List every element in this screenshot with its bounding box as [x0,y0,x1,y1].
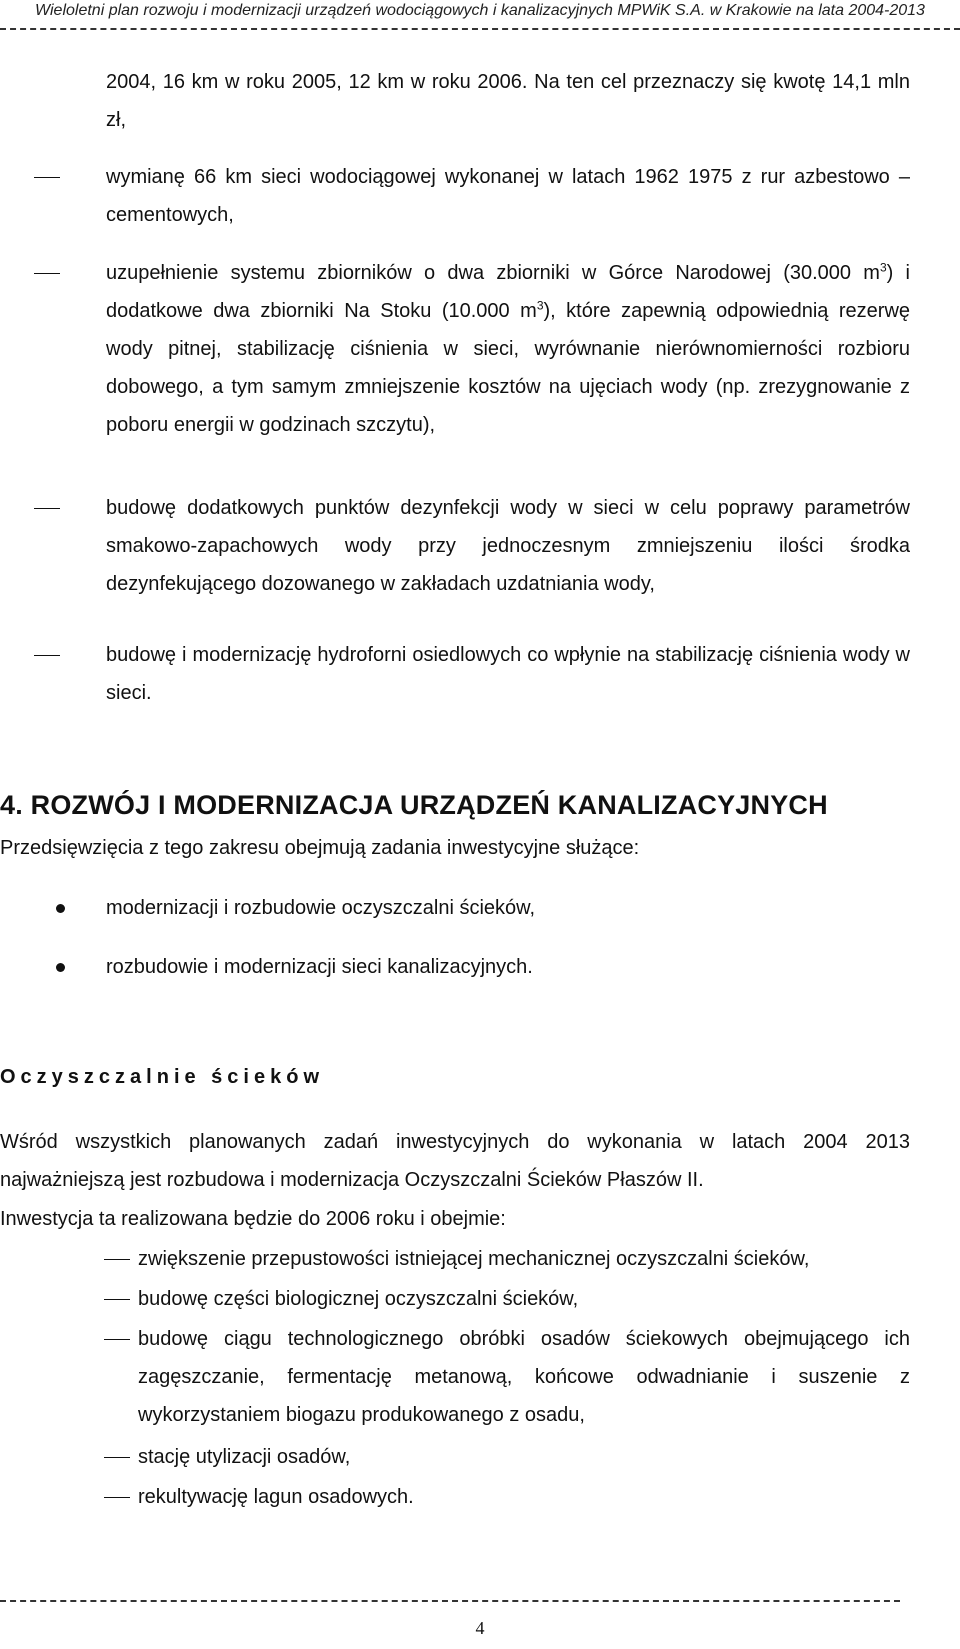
subsection-paragraph: Wśród wszystkich planowanych zadań inwestycyjnych do wykonania w latach 2004 2013 najważniejszą jest rozbudowa i modernizacja Oczyszczalni Ścieków Płaszów II. [0,1131,910,1191]
list-item [138,1320,910,1434]
section-intro: Przedsięwzięcia z tego zakresu obejmują zadania inwestycyjne służące: [0,837,640,859]
dash-marker [34,655,60,656]
list-item-text: budowę i modernizację hydroforni osiedlowych co wpłynie na stabilizację ciśnienia wody w sieci. [106,644,910,704]
dash-marker [104,1457,130,1458]
list-item [106,489,910,603]
list-item-text: stację utylizacji osadów, [138,1446,351,1468]
list-item [138,1240,910,1278]
section-heading: 4. ROZWÓJ I MODERNIZACJA URZĄDZEŃ KANALIZACYJNYCH [0,790,828,820]
header-divider [0,28,960,30]
dash-marker [104,1259,130,1260]
list-item-text: budowę części biologicznej oczyszczalni ścieków, [138,1288,579,1310]
list-item [138,1478,910,1516]
bullet-icon [56,963,65,972]
list-item-text: budowę dodatkowych punktów dezynfekcji wody w sieci w celu poprawy parametrów smakowo-zapachowych wody przy jednoczesnym zmniejszeniu ilości środka dezynfekującego dozowanego w zakładach uzdatniania wody, [106,497,910,595]
list-item-text: zwiększenie przepustowości istniejącej mechanicznej oczyszczalni ścieków, [138,1248,810,1270]
subsection-heading: Oczyszczalnie ścieków [0,1066,325,1088]
footer-divider [0,1600,900,1602]
list-item [138,1438,910,1476]
dash-marker [104,1339,130,1340]
list-item [106,158,910,234]
subsection-paragraph: Inwestycja ta realizowana będzie do 2006 roku i obejmie: [0,1208,506,1230]
bullet-item [106,952,910,982]
bullet-item [106,893,910,923]
bullet-icon [56,904,65,913]
bullet-text: rozbudowie i modernizacji sieci kanalizacyjnych. [106,956,533,978]
continuation-paragraph [106,63,910,139]
bullet-text: modernizacji i rozbudowie oczyszczalni ścieków, [106,897,536,919]
dash-marker [104,1497,130,1498]
list-item [106,636,910,712]
page-number: 4 [475,1618,485,1638]
dash-marker [34,273,60,274]
list-item-text: wymianę 66 km sieci wodociągowej wykonanej w latach 1962 1975 z rur azbestowo – cementowych, [106,166,910,226]
list-item-text: uzupełnienie systemu zbiorników o dwa zbiorniki w Górce Narodowej (30.000 $m^3$) i dodatkowe dwa zbiorniki Na Stoku (10.000 $m^3$), które zapewnią odpowiednią rezerwę wody pitnej, stabilizację ciśnienia w sieci, wyrównanie nierównomierności rozbioru dobowego, a tym samym zmniejszenie kosztów na ujęciach wody (np. zrezygnowanie z poboru energii w godzinach szczytu), [106,260,911,436]
list-item-text: budowę ciągu technologicznego obróbki osadów ściekowych obejmującego ich zagęszczanie, fermentację metanową, końcowe odwadnianie i suszenie z wykorzystaniem biogazu produkowanego z osadu, [138,1328,910,1426]
dash-marker [34,508,60,509]
dash-marker [104,1299,130,1300]
running-header: Wieloletni plan rozwoju i modernizacji urządzeń wodociągowych i kanalizacyjnych MPWiK S.A. w Krakowie na lata 2004-2013 [35,2,925,19]
continuation-text: 2004, 16 km w roku 2005, 12 km w roku 2006. Na ten cel przeznaczy się kwotę 14,1 mln zł, [106,71,910,131]
list-item [106,254,910,444]
dash-marker [34,177,60,178]
list-item [138,1280,910,1318]
list-item-text: rekultywację lagun osadowych. [138,1486,414,1508]
